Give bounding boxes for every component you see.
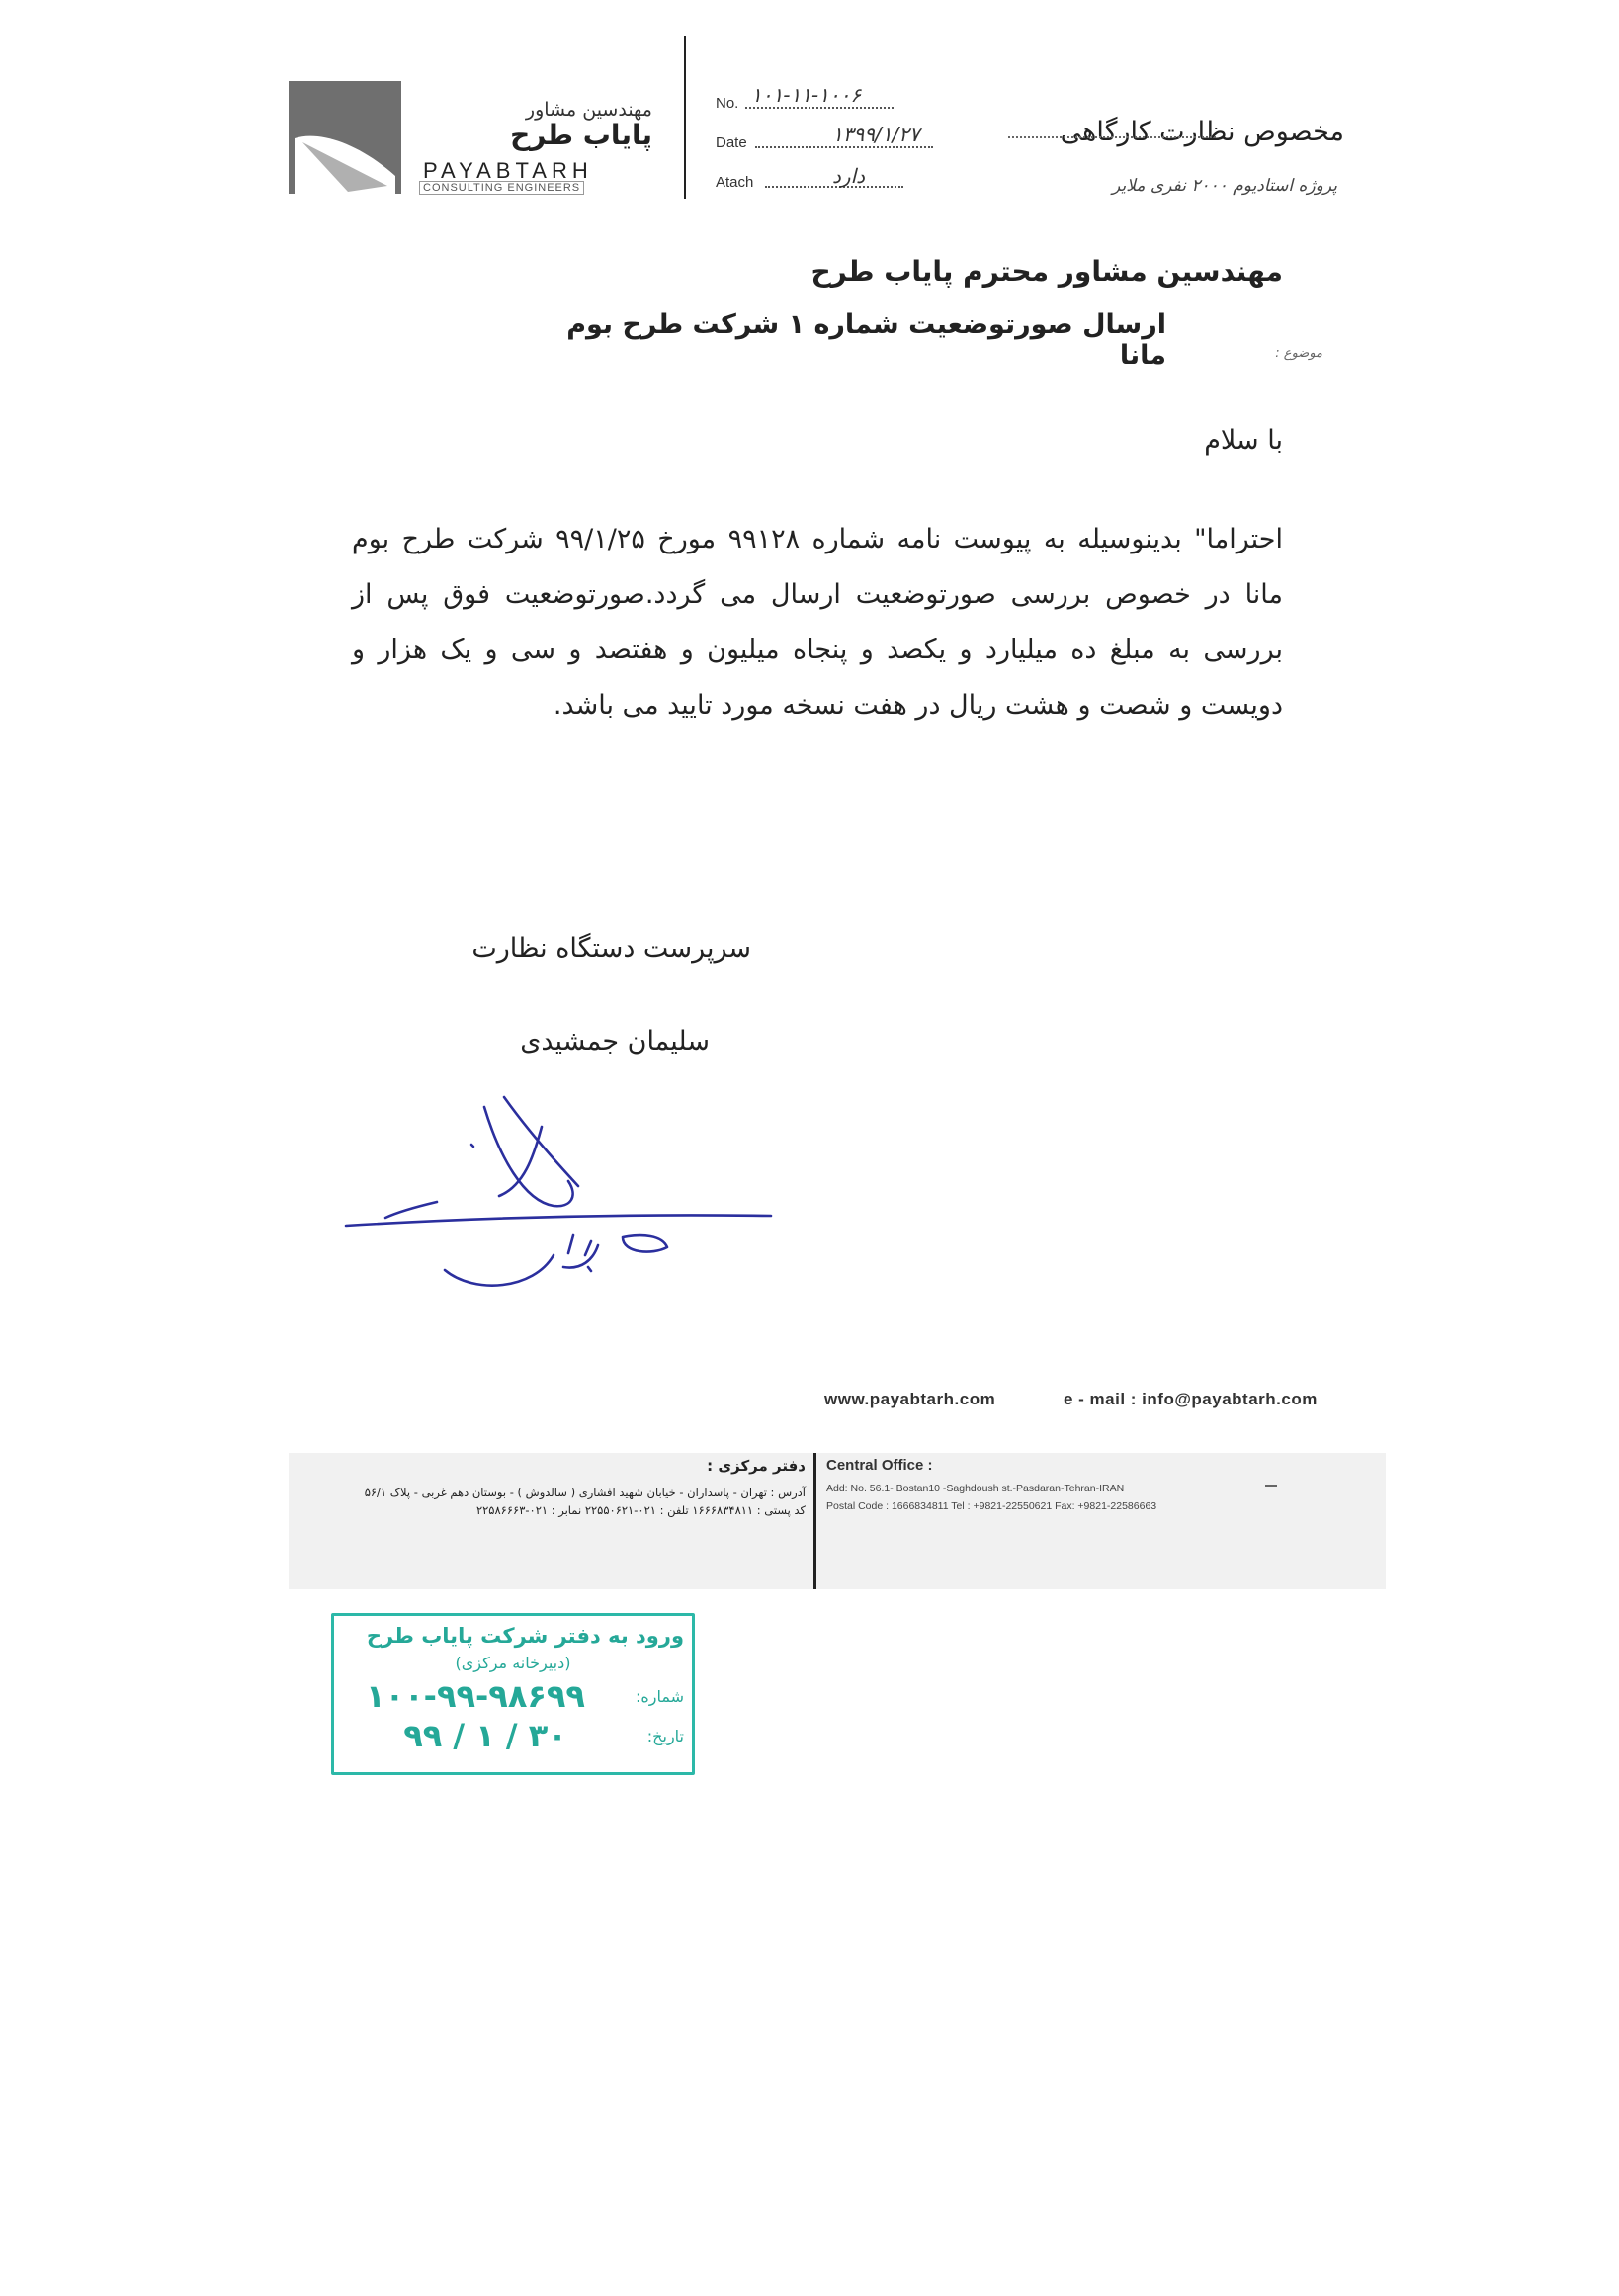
site-supervision-dots xyxy=(1008,136,1216,138)
stamp-subheading: (دبیرخانه مرکزی) xyxy=(455,1654,571,1672)
footer-divider xyxy=(813,1453,816,1589)
attachment-label: Atach xyxy=(716,174,754,191)
central-office-title-fa: دفتر مرکزی : xyxy=(707,1457,806,1475)
date-label: Date xyxy=(716,134,747,151)
receipt-stamp xyxy=(331,1613,695,1775)
signer-title: سرپرست دستگاه نظارت xyxy=(471,933,751,964)
company-logo-mark xyxy=(289,81,401,194)
logo-subtitle-fa: مهندسین مشاور xyxy=(525,99,652,121)
central-office-contact-en: Postal Code : 1666834811 Tel : +9821-22550621 Fax: +9821-22586663 xyxy=(826,1500,1157,1512)
addressee: مهندسین مشاور محترم پایاب طرح xyxy=(810,255,1283,288)
central-office-title-en: Central Office : xyxy=(826,1457,933,1474)
central-office-address-fa: آدرس : تهران - پاسداران - خیابان شهید افشاری ( سالدوش ) - بوستان دهم غربی - پلاک ۵۶/۱ xyxy=(364,1486,806,1499)
logo-subtitle-en: CONSULTING ENGINEERS xyxy=(419,181,584,195)
site-supervision-title: مخصوص نظارت کارگاهی xyxy=(1060,117,1344,147)
number-label: No. xyxy=(716,95,739,112)
header-divider xyxy=(684,36,686,199)
email-address[interactable]: e - mail : info@payabtarh.com xyxy=(1064,1390,1318,1408)
subject-label: موضوع : xyxy=(1275,346,1322,361)
stamp-date-label: تاریخ: xyxy=(646,1727,684,1745)
logo-title-en: PAYABTARH xyxy=(423,158,593,183)
stamp-heading: ورود به دفتر شرکت پایاب طرح xyxy=(366,1624,684,1648)
letter-number: ۱۰۱-۱۱-۱۰۰۶ xyxy=(751,83,862,107)
letter-body: احتراما" بدینوسیله به پیوست نامه شماره ۹۹۱۲۸ مورخ ۹۹/۱/۲۵ شرکت طرح بوم مانا در خصوص بررسی صورتوضعیت ارسال می گردد.صورتوضعیت فوق پس از بررسی به مبلغ ده میلیارد و یکصد و پنجاه میلیون و هفتصد و سی و یک هزار و دویست و شصت و هشت ریال در هفت نسخه مورد تایید می باشد. xyxy=(352,524,1283,721)
central-office-contact-fa: کد پستی : ۱۶۶۶۸۳۴۸۱۱ تلفن : ۰۲۱-۲۲۵۵۰۶۲۱ نمابر : ۰۲۱-۲۲۵۸۶۶۶۳ xyxy=(475,1503,806,1517)
subject-line: ارسال صورتوضعیت شماره ۱ شرکت طرح بوم مانا xyxy=(566,309,1166,371)
handwritten-signature xyxy=(326,1087,791,1315)
project-name: پروژه استادیوم ۲۰۰۰ نفری ملایر xyxy=(1112,176,1337,196)
stamp-date: ۹۹ / ۱ / ۳۰ xyxy=(403,1717,567,1754)
logo-swoosh-icon xyxy=(289,81,401,194)
central-office-address-en: Add: No. 56.1- Bostan10 -Saghdoush st.-Pasdaran-Tehran-IRAN xyxy=(826,1483,1125,1494)
letter-date: ۱۳۹۹/۱/۲۷ xyxy=(832,123,920,146)
stamp-number: ۱۰۰-۹۹-۹۸۶۹۹ xyxy=(366,1677,585,1715)
logo-title-fa: پایاب طرح xyxy=(510,119,652,151)
attachment-value: دارد xyxy=(832,164,866,188)
website-url[interactable]: www.payabtarh.com xyxy=(824,1390,996,1408)
signer-name: سلیمان جمشیدی xyxy=(520,1026,710,1057)
stamp-number-label: شماره: xyxy=(635,1687,684,1706)
footer-dash xyxy=(1265,1485,1277,1487)
greeting: با سلام xyxy=(1204,425,1283,456)
